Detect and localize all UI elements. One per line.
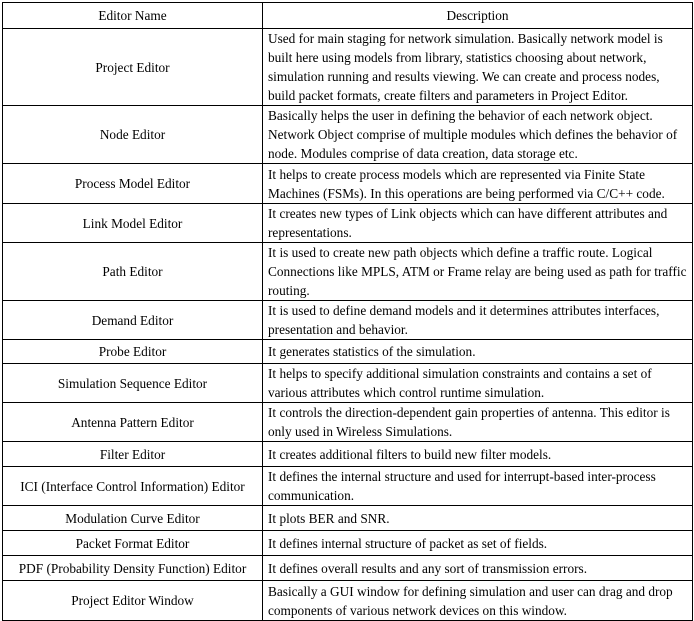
table-row [3, 301, 693, 340]
table-row [3, 243, 693, 301]
editor-description: Basically helps the user in defining the behavior of each network object. Network Object comprise of multiple modules which defines the behavior of node. Modules comprise of data creation, data storage etc. [263, 106, 693, 164]
editor-name: Path Editor [3, 243, 263, 301]
editor-name: Modulation Curve Editor [3, 506, 263, 531]
editor-description: It defines internal structure of packet as set of fields. [263, 531, 693, 556]
editor-name: Project Editor Window [3, 581, 263, 621]
editor-name: Simulation Sequence Editor [3, 364, 263, 403]
editor-name: Probe Editor [3, 340, 263, 364]
table-row [3, 531, 693, 556]
table-row [3, 106, 693, 164]
table-row [3, 29, 693, 106]
editor-description: It defines overall results and any sort of transmission errors. [263, 556, 693, 581]
editor-name: PDF (Probability Density Function) Editor [3, 556, 263, 581]
editor-name: Antenna Pattern Editor [3, 403, 263, 442]
editor-name: Filter Editor [3, 442, 263, 467]
editor-name: Demand Editor [3, 301, 263, 340]
table-row [3, 164, 693, 204]
table-row [3, 442, 693, 467]
editor-name: Packet Format Editor [3, 531, 263, 556]
editor-description: It is used to create new path objects which define a traffic route. Logical Connections like MPLS, ATM or Frame relay are being used as path for traffic routing. [263, 243, 693, 301]
header-description: Description [263, 3, 693, 29]
editor-table [2, 2, 693, 621]
editor-name: Process Model Editor [3, 164, 263, 204]
editor-description: It controls the direction-dependent gain properties of antenna. This editor is only used in Wireless Simulations. [263, 403, 693, 442]
table-row [3, 403, 693, 442]
table-row [3, 364, 693, 403]
editor-description: Basically a GUI window for defining simulation and user can drag and drop components of various network devices on this window. [263, 581, 693, 621]
editor-description: It helps to create process models which are represented via Finite State Machines (FSMs). In this operations are being performed via C/C++ code. [263, 164, 693, 204]
editor-description: It generates statistics of the simulation. [263, 340, 693, 364]
editor-name: ICI (Interface Control Information) Editor [3, 467, 263, 506]
table-row [3, 467, 693, 506]
editor-name: Project Editor [3, 29, 263, 106]
table-row [3, 556, 693, 581]
editor-name: Node Editor [3, 106, 263, 164]
header-editor-name: Editor Name [3, 3, 263, 29]
editor-description: It defines the internal structure and used for interrupt-based inter-process communication. [263, 467, 693, 506]
editor-description: It creates additional filters to build new filter models. [263, 442, 693, 467]
header-row [3, 3, 693, 29]
table-row [3, 581, 693, 621]
editor-description: It is used to define demand models and it determines attributes interfaces, presentation and behavior. [263, 301, 693, 340]
editor-description: It helps to specify additional simulation constraints and contains a set of various attributes which control runtime simulation. [263, 364, 693, 403]
editor-description: It plots BER and SNR. [263, 506, 693, 531]
table-row [3, 204, 693, 243]
editor-description: It creates new types of Link objects which can have different attributes and representations. [263, 204, 693, 243]
editor-name: Link Model Editor [3, 204, 263, 243]
editor-description: Used for main staging for network simulation. Basically network model is built here using models from library, statistics choosing about network, simulation running and results viewing. We can create and process nodes, build packet formats, create filters and parameters in Project Editor. [263, 29, 693, 106]
table-row [3, 506, 693, 531]
table-row [3, 340, 693, 364]
